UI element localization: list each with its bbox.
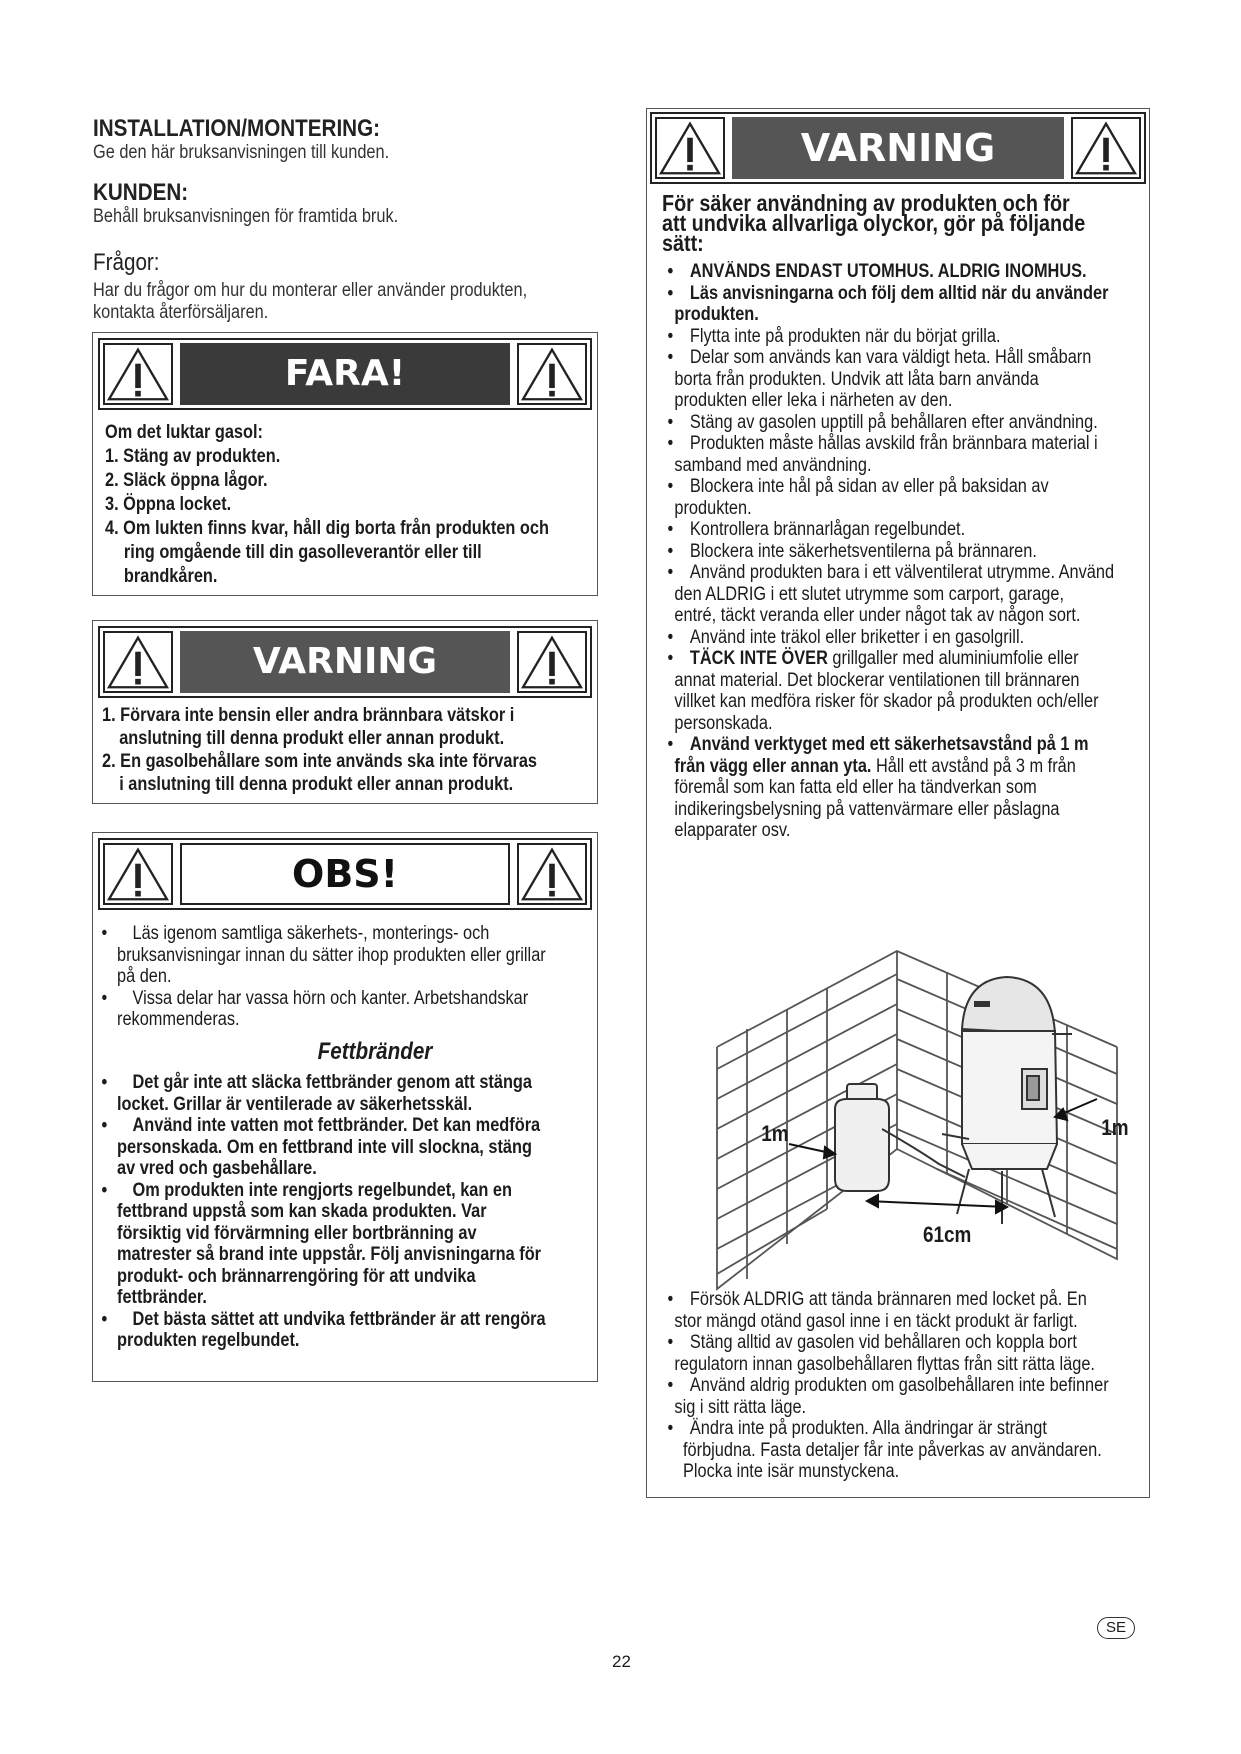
fragor-line1: Har du frågor om hur du monterar eller använder produkten, [93, 280, 528, 301]
obs-bullet: • Läs igenom samtliga säkerhets-, monterings- och bruksanvisningar innan du sätter ihop produkten eller grillar på den. [117, 923, 599, 988]
varning-bullet: • Flytta inte på produkten när du börjat grilla. [683, 326, 1169, 348]
varning-item-2-cont: i anslutning till denna produkt eller annan produkt. [119, 774, 514, 795]
fragor-line2: kontakta återförsäljaren. [93, 302, 269, 323]
varning-right-banner [650, 112, 1146, 184]
varning-right-title: VARNING [732, 117, 1064, 179]
warning-triangle-icon [655, 117, 725, 179]
fara-banner [98, 338, 592, 410]
varning-bullet: • TÄCK INTE ÖVER grillgaller med aluminiumfolie eller annat material. Det blockerar ventilationen till brännaren villket kan medföra risker för skador på produkten och/eller personskada. [683, 648, 1169, 734]
varning-bullet: • Använd inte träkol eller briketter i en gasolgrill. [683, 627, 1169, 649]
fett-bullet: • Det bästa sättet att undvika fettbränder är att rengöra produkten regelbundet. [117, 1309, 599, 1352]
varning-bullet: • Stäng av gasolen upptill på behållaren efter användning. [683, 412, 1169, 434]
page-number: 22 [612, 1652, 631, 1671]
varning-left-box [92, 620, 598, 804]
fara-box [92, 332, 598, 596]
varning-right-box [646, 108, 1150, 1498]
obs-box [92, 832, 598, 1382]
varning-bullet: • Blockera inte säkerhetsventilerna på brännaren. [683, 541, 1169, 563]
fara-lead: Om det luktar gasol: [105, 422, 263, 443]
clearance-left-label: 1m [761, 1121, 789, 1146]
fett-bullet: • Om produkten inte rengjorts regelbundet, kan en fettbrand uppstå som kan skada produkten. Var försiktig vid förvärmning eller bortbränning av matrester så brand inte uppstår. Följ anvisningarna för produkt- och brännarrengöring för att undvika fettbränder. [117, 1180, 599, 1309]
fara-step-4: 4. Om lukten finns kvar, håll dig borta från produkten och [105, 518, 549, 539]
clearance-bottom-label: 61cm [922, 1222, 972, 1247]
warning-triangle-icon [103, 843, 173, 905]
obs-content [117, 923, 599, 1352]
warning-triangle-icon [517, 843, 587, 905]
fara-step-4-cont: ring omgående till din gasolleverantör eller till [123, 542, 482, 563]
fara-step-2: 2. Släck öppna lågor. [105, 470, 268, 491]
varning-bullet: • Använd produkten bara i ett välventilerat utrymme. Använd den ALDRIG i ett slutet utrymme som carport, garage, entré, täckt veranda eller under något tak av någon sort. [683, 562, 1169, 627]
fara-content [105, 421, 587, 589]
warning-triangle-icon [103, 631, 173, 693]
fara-step-1: 1. Stäng av produkten. [105, 446, 281, 467]
varning-bullet: • Produkten måste hållas avskild från brännbara material i samband med användning. [683, 433, 1169, 476]
warning-triangle-icon [103, 343, 173, 405]
clearance-right-label: 1m [1101, 1115, 1129, 1140]
fara-step-3: 3. Öppna locket. [105, 494, 232, 515]
varning-bullet: • Kontrollera brännarlågan regelbundet. [683, 519, 1169, 541]
varning-right-list [674, 261, 1169, 842]
varning-left-title: VARNING [180, 631, 510, 693]
varning-bullet: • Använd verktyget med ett säkerhetsavstånd på 1 m från vägg eller annan yta. Håll ett avstånd på 3 m från föremål som kan fatta eld eller ha tändverkan som indikeringsbelysning på vattenvärmare eller påslagna elapparater osv. [683, 734, 1169, 842]
installation-text: Ge den här bruksanvisningen till kunden. [93, 142, 390, 163]
varning-item-2: 2. En gasolbehållare som inte används ska inte förvaras [102, 751, 537, 772]
varning-right-list-2 [674, 1289, 1169, 1483]
fett-bullet: • Det går inte att släcka fettbränder genom att stänga locket. Grillar är ventilerade av säkerhetsskäl. [117, 1072, 599, 1115]
varning-bullet: • Stäng alltid av gasolen vid behållaren och koppla bort regulatorn innan gasolbehållaren flyttas från sitt rätta läge. [683, 1332, 1169, 1375]
language-badge: SE [1097, 1617, 1135, 1639]
kunden-title: KUNDEN: [93, 179, 189, 206]
varning-left-banner [98, 626, 592, 698]
obs-banner [98, 838, 592, 910]
fett-bullet: • Använd inte vatten mot fettbränder. Det kan medföra personskada. Om en fettbrand inte vill slockna, stäng av vred och gasbehållare. [117, 1115, 599, 1180]
fettbrander-subtitle: Fettbränder [317, 1037, 433, 1065]
warning-triangle-icon [517, 631, 587, 693]
varning-left-content [102, 704, 588, 796]
obs-bullet: • Vissa delar har vassa hörn och kanter. Arbetshandskar rekommenderas. [117, 988, 599, 1031]
varning-item-1: 1. Förvara inte bensin eller andra brännbara vätskor i [102, 705, 515, 726]
varning-bullet: • ANVÄNDS ENDAST UTOMHUS. ALDRIG INOMHUS. [683, 261, 1169, 283]
varning-bullet: • Delar som används kan vara väldigt heta. Håll småbarn borta från produkten. Undvik att låta barn använda produkten eller leka i närheten av den. [683, 347, 1169, 412]
warning-triangle-icon [1071, 117, 1141, 179]
warning-triangle-icon [517, 343, 587, 405]
varning-bullet: • Använd aldrig produkten om gasolbehållaren inte befinner sig i sitt rätta läge. [683, 1375, 1169, 1418]
varning-right-heading: För säker användning av produkten och för att undvika allvarliga olyckor, gör på följande sätt: [662, 190, 1086, 256]
fara-title: FARA! [180, 343, 510, 405]
installation-title: INSTALLATION/MONTERING: [93, 115, 381, 142]
varning-bullet: • Försök ALDRIG att tända brännaren med locket på. En stor mängd otänd gasol inne i en täckt produkt är farligt. [683, 1289, 1169, 1332]
intro-section [93, 116, 643, 324]
fragor-title: Frågor: [93, 249, 160, 276]
varning-bullet: • Blockera inte hål på sidan av eller på baksidan av produkten. [683, 476, 1169, 519]
varning-bullet: • Läs anvisningarna och följ dem alltid när du använder produkten. [683, 283, 1169, 326]
varning-item-1-cont: anslutning till denna produkt eller annan produkt. [119, 728, 505, 749]
kunden-text: Behåll bruksanvisningen för framtida bruk. [93, 206, 399, 227]
fara-step-4-cont: brandkåren. [123, 566, 218, 587]
obs-title: OBS! [180, 843, 510, 905]
varning-bullet: • Ändra inte på produkten. Alla ändringar är strängt förbjudna. Fasta detaljer får inte påverkas av användaren. Plocka inte isär munstyckena. [683, 1418, 1169, 1483]
